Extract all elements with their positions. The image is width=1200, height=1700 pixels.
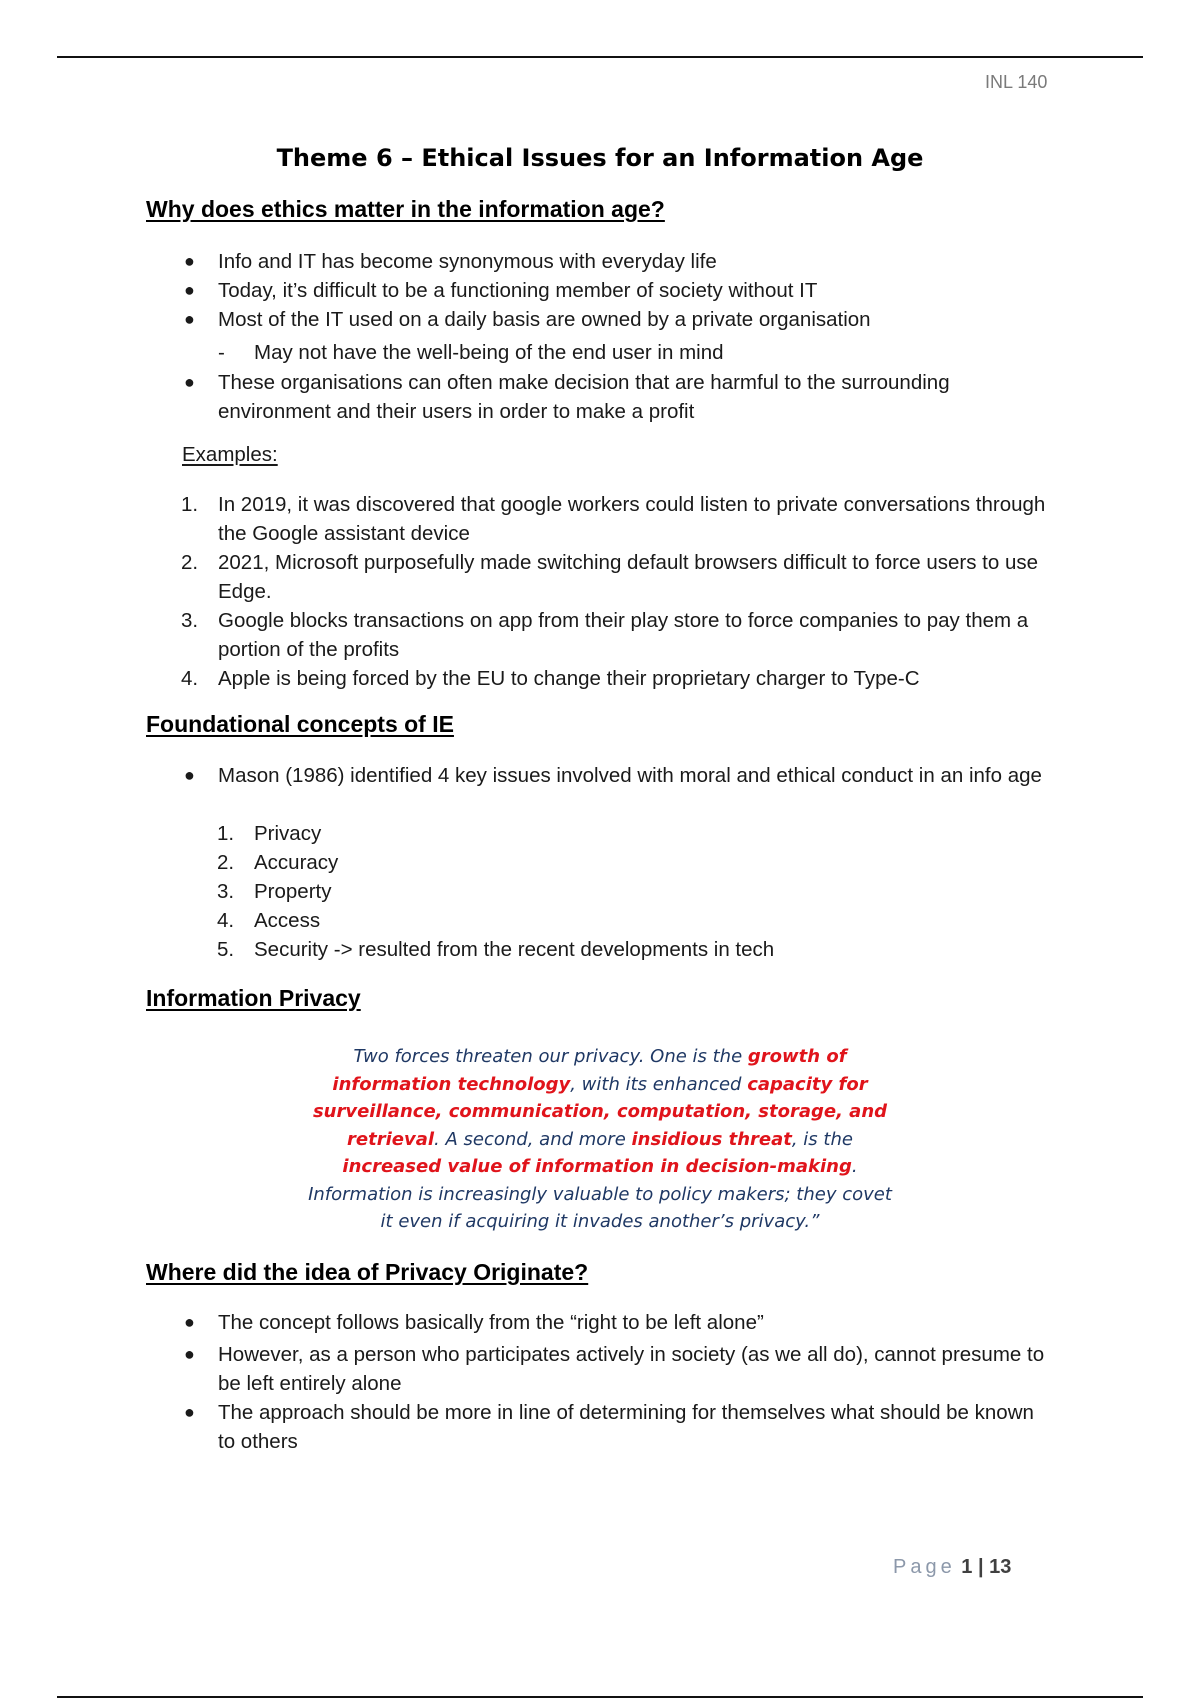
list-item: ● However, as a person who participates actively in society (as we all do), cannot presume to be left entirely alone	[218, 1340, 1048, 1398]
list-item: 3. Google blocks transactions on app from their play store to force companies to pay them a portion of the profits	[181, 609, 1029, 661]
origin-bullet-list	[184, 1308, 1048, 1456]
list-item: 1. In 2019, it was discovered that google workers could listen to private conversations through the Google assistant device	[181, 493, 1046, 545]
foundational-bullet-list	[184, 761, 1048, 790]
list-item: - May not have the well-being of the end user in mind	[254, 338, 1034, 367]
section-heading-foundational: Foundational concepts of IE	[146, 711, 454, 737]
list-item: 2. 2021, Microsoft purposefully made switching default browsers difficult to force users to use Edge.	[181, 551, 1039, 603]
bullet-icon: ●	[184, 1344, 195, 1364]
examples-list	[181, 490, 1048, 693]
bullet-icon: ●	[184, 309, 195, 329]
list-item: 3. Property	[217, 880, 332, 903]
list-item: ● Info and IT has become synonymous with everyday life	[218, 247, 1048, 276]
key-issues-list	[217, 819, 1044, 964]
list-item: 4. Access	[217, 909, 321, 932]
bullet-icon: ●	[184, 765, 195, 785]
bullet-icon: ●	[184, 1312, 195, 1332]
why-ethics-bullet-list-2	[184, 368, 1048, 426]
why-ethics-sub-list	[218, 338, 1034, 367]
why-ethics-bullet-list	[184, 247, 1048, 334]
list-item: 2. Accuracy	[217, 851, 339, 874]
list-item: ● The concept follows basically from the “right to be left alone”	[218, 1308, 1048, 1337]
section-heading-privacy-origin: Where did the idea of Privacy Originate?	[146, 1259, 589, 1285]
page-title: Theme 6 – Ethical Issues for an Information Age	[276, 144, 924, 172]
header-rule	[57, 56, 1143, 58]
privacy-quote: Two forces threaten our privacy. One is the growth of information technology, with its enhanced capacity for surveillance, communication, computation, storage, and retrieval. A second, and more insidious threat, is the increased value of information in decision-making. Information is increasingly valuable to policy makers; they covet it even if acquiring it invades another’s privacy.”	[308, 1046, 892, 1232]
bullet-icon: ●	[184, 280, 195, 300]
dash-icon: -	[218, 341, 225, 364]
page-number: Page 1 | 13	[893, 1556, 1012, 1578]
course-code: INL 140	[985, 72, 1048, 92]
bullet-icon: ●	[184, 251, 195, 271]
bullet-icon: ●	[184, 1402, 195, 1422]
examples-label: Examples:	[182, 443, 278, 466]
list-item: 1. Privacy	[217, 822, 322, 845]
bullet-icon: ●	[184, 372, 195, 392]
section-heading-info-privacy: Information Privacy	[146, 985, 361, 1011]
list-item: ● Today, it’s difficult to be a functioning member of society without IT	[218, 276, 1048, 305]
list-item: ● The approach should be more in line of determining for themselves what should be known to others	[218, 1398, 1048, 1456]
list-item: ● Mason (1986) identified 4 key issues involved with moral and ethical conduct in an info age	[218, 761, 1048, 790]
list-item: 5. Security -> resulted from the recent developments in tech	[217, 938, 775, 961]
list-item: 4. Apple is being forced by the EU to change their proprietary charger to Type-C	[181, 667, 920, 690]
list-item: ● These organisations can often make decision that are harmful to the surrounding environment and their users in order to make a profit	[218, 368, 1048, 426]
footer-rule	[57, 1696, 1143, 1698]
list-item: ● Most of the IT used on a daily basis are owned by a private organisation	[218, 305, 1048, 334]
section-heading-why-ethics: Why does ethics matter in the information age?	[146, 196, 665, 222]
